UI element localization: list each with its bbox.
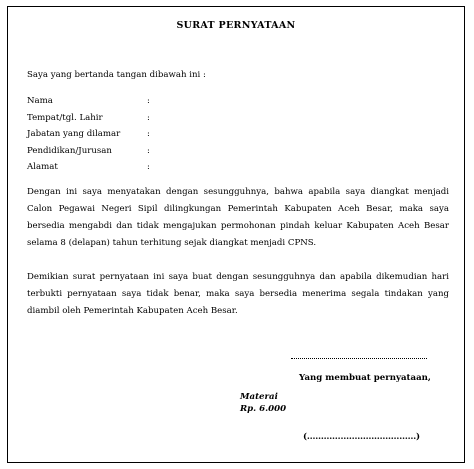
materai-value: Rp. 6.000 [240, 404, 287, 414]
place-date-dotted-line [291, 357, 427, 359]
field-label: Alamat [27, 162, 58, 172]
field-colon: : [147, 112, 150, 123]
closing-paragraph: Demikian surat pernyataan ini saya buat dengan sesungguhnya dan apabila dikemudian hari terbukti pernyataan saya tidak benar, maka saya bersedia menerima segala tindakan yang diambil oleh Pemerintah Kabupaten Aceh Besar. [27, 272, 449, 316]
field-label: Tempat/tgl. Lahir [27, 112, 103, 123]
document-page [7, 6, 465, 463]
field-colon: : [147, 96, 150, 106]
field-colon: : [147, 129, 150, 139]
intro-text: Saya yang bertanda tangan dibawah ini : [27, 70, 206, 80]
field-colon: : [147, 162, 150, 172]
materai-stamp-note [240, 391, 286, 415]
field-colon: : [147, 145, 150, 156]
statement-paragraph: Dengan ini saya menyatakan dengan sesungguhnya, bahwa apabila saya diangkat menjadi Calon Pegawai Negeri Sipil dilingkungan Pemerintah Kabupaten Aceh Besar, maka saya bersedia mengabdi dan tidak mengajukan permohonan pindah keluar Kabupaten Aceh Besar selama 8 (delapan) tahun terhitung sejak diangkat menjadi CPNS. [27, 187, 449, 248]
signer-label: Yang membuat pernyataan, [299, 373, 431, 383]
materai-label: Materai [240, 392, 278, 402]
field-label: Nama [27, 96, 53, 106]
field-label: Pendidikan/Jurusan [27, 145, 112, 156]
signature-name-placeholder: (…………………………………) [303, 432, 420, 442]
field-label: Jabatan yang dilamar [27, 129, 121, 139]
document-title: SURAT PERNYATAAN [176, 20, 296, 31]
